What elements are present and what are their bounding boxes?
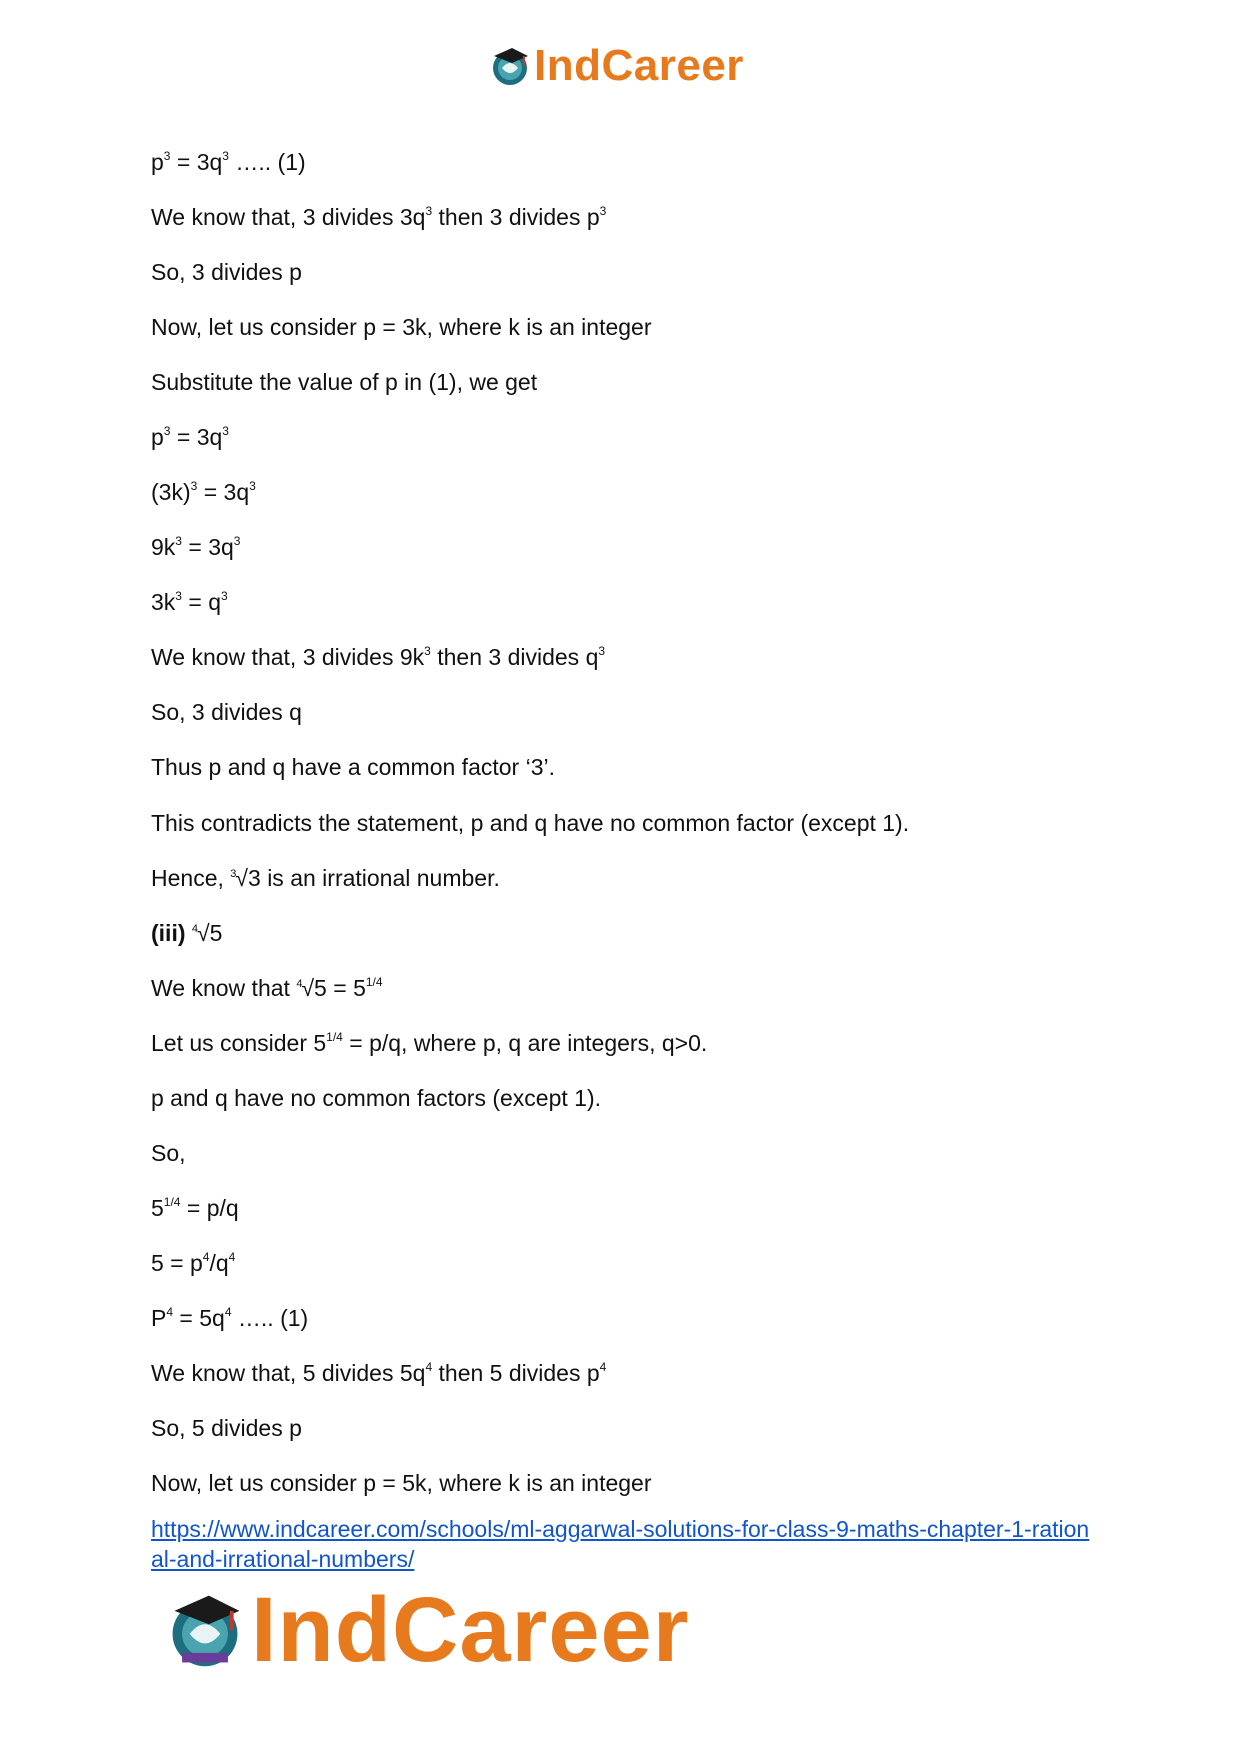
source-link-line-2[interactable]: al-and-irrational-numbers/ — [151, 1546, 415, 1572]
equation-line: $9k^3 = 3q^3$ — [151, 534, 241, 560]
text-line: Now, let us consider p = 3k, where k is an integer — [151, 314, 652, 340]
equation-line: $P^4 = 5q^4$ ….. (1) — [151, 1305, 309, 1331]
text-line: We know that, 5 divides $5q^4$ then 5 divides $p^4$ — [151, 1360, 607, 1386]
text-line: p and q have no common factors (except 1). — [151, 1085, 602, 1111]
text-line: We know that, 3 divides $3q^3$ then 3 divides $p^3$ — [151, 204, 607, 230]
text-line: So, — [151, 1140, 186, 1166]
text-line: So, 3 divides p — [151, 259, 302, 285]
header-logo — [488, 40, 744, 92]
graduation-cap-globe-icon — [163, 1588, 247, 1672]
equation-line: $p^3 = 3q^3$ — [151, 424, 229, 450]
text-line: We know that $^4√5 = 5^{1/4}$ — [151, 975, 383, 1001]
source-link-line-1[interactable]: https://www.indcareer.com/schools/ml-aggarwal-solutions-for-class-9-maths-chapter-1-ration — [151, 1516, 1090, 1542]
footer-logo-text: IndCareer — [251, 1578, 690, 1681]
text-line: Now, let us consider p = 5k, where k is an integer — [151, 1470, 652, 1496]
equation-line: $5 = p^4/q^4$ — [151, 1250, 236, 1276]
text-line: Substitute the value of p in (1), we get — [151, 369, 538, 395]
text-line: So, 5 divides p — [151, 1415, 302, 1441]
header-logo-text: IndCareer — [534, 41, 744, 90]
text-line: We know that, 3 divides $9k^3$ then 3 divides $q^3$ — [151, 644, 606, 670]
section-heading: (iii) $^4$√5 — [151, 920, 223, 946]
graduation-cap-globe-icon — [488, 44, 532, 88]
equation-line: $3k^3 = q^3$ — [151, 589, 228, 615]
text-line: So, 3 divides q — [151, 699, 302, 725]
text-line: $p^3 = 3q^3$ ….. (1) — [151, 149, 306, 175]
text-line: Thus p and q have a common factor ‘3’. — [151, 754, 555, 780]
text-line: Hence, $^3$√3 is an irrational number. — [151, 865, 500, 891]
equation-line: $5^{1/4} = p/q$ — [151, 1195, 239, 1221]
footer-logo — [163, 1578, 690, 1681]
equation-line: $(3k)^3 = 3q^3$ — [151, 479, 256, 505]
text-line: This contradicts the statement, p and q have no common factor (except 1). — [151, 810, 910, 836]
source-link[interactable] — [151, 1514, 1111, 1574]
text-line: Let us consider $5^{1/4} = p/q$, where p, q are integers, q>0. — [151, 1030, 708, 1056]
